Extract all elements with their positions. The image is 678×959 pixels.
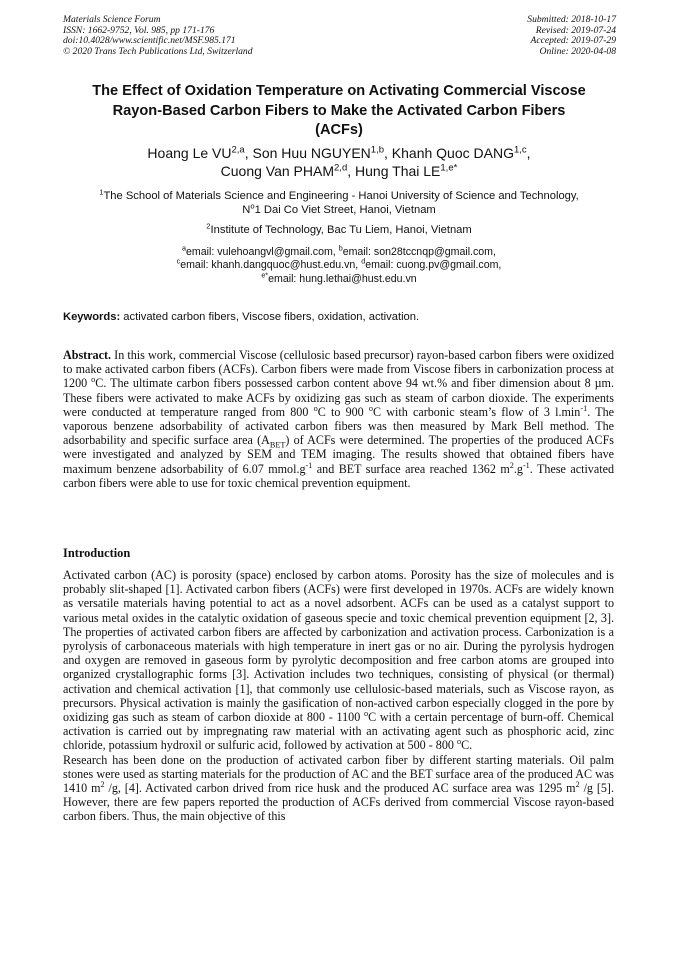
- affiliation-text: N: [242, 204, 251, 217]
- submitted-date: Submitted: 2018-10-17: [527, 14, 616, 25]
- author-name: Son Huu NGUYEN: [252, 145, 371, 161]
- subscript: BET: [269, 440, 286, 450]
- exponent: -1: [522, 460, 530, 470]
- author-name: Hoang Le VU: [147, 145, 232, 161]
- title-line: The Effect of Oxidation Temperature on Activating Commercial Viscose: [92, 83, 586, 99]
- author-name: Hung Thai LE: [355, 163, 441, 179]
- email-line: [40, 256, 638, 272]
- author-affiliation-mark: 1,c: [513, 144, 527, 156]
- exponent: 2: [100, 780, 105, 790]
- online-date: Online: 2020-04-08: [539, 45, 616, 57]
- abstract-text: . The vaporous benzene adsorbability of activated carbon fibers was then measured by Mark Bell method. The adsorbability and specific surface area (A: [63, 404, 615, 448]
- author-affiliation-mark: 1,b: [370, 144, 385, 156]
- abstract-label: Abstract.: [63, 348, 112, 362]
- exponent: 2: [509, 460, 514, 470]
- degree-mark: o: [368, 403, 374, 413]
- author-name: Cuong Van PHAM: [220, 163, 335, 179]
- accepted-date: Accepted: 2019-07-29: [530, 35, 616, 47]
- exponent: -1: [305, 460, 313, 470]
- affiliation-text: The School of Materials Science and Engineering - Hanoi University of Science and Technology,: [103, 190, 579, 202]
- paragraph-text: /g, [4]. Activated carbon drived from rice husk and the produced AC surface area was 1295 m: [104, 781, 576, 796]
- paragraph-text: C with a certain percentage of burn-off. Chemical activation is carried out by impregnating raw material with an activating agent such as phosphoric acid, zinc chloride, potassium hydroxil or sulfuric acid, followed by activation at 500 - 800: [63, 710, 614, 753]
- email-d[interactable]: email: cuong.pv@gmail.com,: [365, 259, 502, 272]
- affiliation-2: [40, 223, 638, 237]
- paragraph-text: /g [5]. However, there are few papers reported the production of ACFs derived from commercial Viscose rayon-based carbon fibers. Thus, the main objective of this: [63, 781, 614, 824]
- email-mark: d: [361, 256, 366, 266]
- affiliation-line: [40, 189, 638, 203]
- paragraph-text: Research has been done on the production of activated carbon fiber by different starting materials. Oil palm stones were used as starting materials for the production of AC and the BET surface area of the produced AC was 1410 m: [63, 752, 614, 796]
- keywords-label: Keywords:: [63, 311, 121, 323]
- author-affiliation-mark: 1,e*: [440, 162, 458, 174]
- abstract-text: . These activated carbon fibers were able to use for toxic chemical prevention equipment.: [63, 461, 614, 490]
- abstract-text: C to 900: [317, 404, 369, 419]
- email-mark: a: [182, 243, 187, 253]
- degree-mark: o: [91, 375, 96, 385]
- abstract-text: In this work, commercial Viscose (cellulosic based precursor) rayon-based carbon fibers were oxidized to make activated carbon fibers (ACFs). Carbon fibers were made from Viscose fibers in carbonization process at 1200: [63, 348, 614, 391]
- title-line: Rayon-Based Carbon Fibers to Make the Activated Carbon Fibers: [112, 102, 566, 119]
- abstract-text: C. The ultimate carbon fibers possessed carbon content above 94 wt.% and fiber dimension about 8 µm. These fibers were activated to make ACFs by oxidizing gas such as steam of carbon dioxide. The experiments were conducted at temperature ranged from 800: [63, 376, 614, 419]
- email-list: [40, 243, 638, 286]
- abstract-text: C with carbonic steam’s flow of 3 l.min: [373, 404, 581, 419]
- journal-name: Materials Science Forum: [63, 14, 161, 25]
- email-mark: c: [176, 256, 181, 266]
- degree-mark: o: [364, 709, 369, 718]
- abstract-text: and BET surface area reached 1362 m: [312, 461, 510, 476]
- affiliation-text: Institute of Technology, Bac Tu Liem, Hanoi, Vietnam: [210, 224, 472, 236]
- author-affiliation-mark: 2,a: [231, 144, 245, 156]
- email-b[interactable]: email: son28tccnqp@gmail.com,: [342, 246, 496, 258]
- keywords-text: activated carbon fibers, Viscose fibers, oxidation, activation.: [120, 311, 420, 323]
- journal-header-right: [527, 15, 616, 57]
- section-heading-introduction: Introduction: [63, 546, 131, 560]
- author-list: [40, 144, 638, 180]
- paragraph: [63, 753, 614, 824]
- paragraph-text: C.: [461, 738, 473, 753]
- email-e[interactable]: email: hung.lethai@hust.edu.vn: [268, 272, 417, 285]
- author-line: Cuong Van PHAM$^{2,d}$, Hung Thai $LE^{1,e*}$: [220, 162, 458, 179]
- email-line: [40, 270, 638, 286]
- doi: doi:10.4028/www.scientific.net/MSF.985.171: [63, 35, 236, 47]
- degree-mark: o: [456, 737, 462, 747]
- email-mark: b: [338, 243, 343, 253]
- issn: ISSN: 1662-9752, Vol. 985, pp 171-176: [63, 24, 215, 36]
- author-affiliation-mark: 2,d: [334, 162, 348, 174]
- number-sign-mark: o: [250, 201, 255, 211]
- author-line: Hoang Le VU$^{2,a}$, Son Huu NGUYEN$^{1,b}$, Khanh Quoc DANG$^{1,c}$,: [147, 144, 531, 161]
- affiliation-text: 1 Dai Co Viet Street, Hanoi, Vietnam: [254, 204, 436, 217]
- paper-title: [40, 82, 638, 141]
- paragraph-text: Activated carbon (AC) is porosity (space) enclosed by carbon atoms. Porosity has the size of molecules and is probably slit-shaped [1]. Activated carbon fibers (ACFs) were first developed in 1970s. ACFs are widely known as versatile materials having potential to act as a novel adsorbent. ACFs can be used as a catalyst support to various metal oxides in the catalytic oxidation of gaseous specie and toxic chemical prevention equipment [2, 3]. The properties of activated carbon fibers are affected by carbonization and activation process. Carbonization is a pyrolysis of carbonaceous materials with high temperature in inert gas or no air. During the pyrolysis hydrogen and oxygen are removed in gaseous form by pyrolytic decomposition and free carbon atoms are grouped into organized crystallographic forms [3]. Activation includes two techniques, consisting of physical (or thermal) activation and chemical activation [1], that commonly use cellulosic-based materials, such as Viscose rayon, as precursors. Physical activation is mainly the gasification of non-actived carbon especially clogged in the pore by oxidizing gas such as steam of carbon dioxide at 800 - 1100: [63, 568, 614, 725]
- copyright: © 2020 Trans Tech Publications Ltd, Switzerland: [63, 45, 253, 57]
- abstract-text: .g: [513, 461, 523, 476]
- abstract-text: ) of ACFs were determined. The properties of the produced ACFs were investigated and analyzed by SEM and TEM imaging. The results showed that obtained fibers have maximum benzene adsorbability of 6.07 mmol.g: [63, 433, 614, 476]
- affiliation-line: [40, 203, 638, 217]
- title-line: (ACFs): [315, 122, 363, 138]
- affiliation-mark: 2: [206, 221, 211, 231]
- email-mark: e*: [261, 270, 269, 280]
- affiliation-1: [40, 189, 638, 218]
- author-name: Khanh Quoc DANG: [391, 145, 514, 161]
- introduction-body: [63, 568, 614, 824]
- email-a[interactable]: email: vulehoangvl@gmail.com,: [186, 246, 339, 258]
- email-c[interactable]: email: khanh.dangquoc@hust.edu.vn,: [180, 259, 362, 272]
- degree-mark: o: [313, 403, 318, 413]
- affiliation-mark: 1: [99, 187, 104, 197]
- abstract-paragraph: [63, 348, 614, 490]
- email-line: [40, 243, 638, 259]
- exponent: -1: [580, 403, 588, 413]
- journal-header-left: [63, 15, 253, 57]
- keywords: [63, 310, 419, 324]
- paragraph: [63, 568, 614, 753]
- revised-date: Revised: 2019-07-24: [535, 24, 616, 36]
- exponent: 2: [575, 780, 580, 790]
- affiliation-line: [40, 223, 638, 237]
